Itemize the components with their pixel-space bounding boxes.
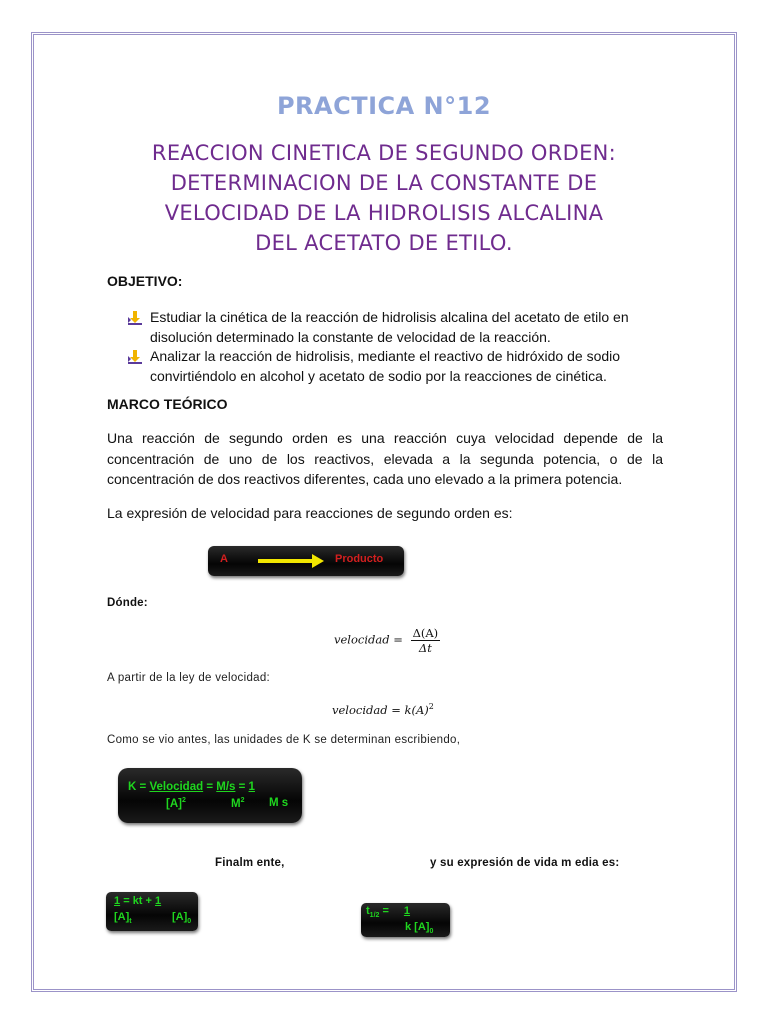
exponent: 2 xyxy=(240,797,245,804)
one-term: 1 xyxy=(155,895,162,907)
concentration-term: [A] xyxy=(114,911,130,923)
subscript: 0 xyxy=(429,928,434,936)
equals-sign: = xyxy=(123,895,130,907)
concentration-term: [A] xyxy=(166,797,182,810)
donde-label: Dónde: xyxy=(107,597,148,609)
ms-term: M/s xyxy=(216,781,236,793)
equals-sign: = xyxy=(382,905,389,917)
ms-denominator: M s xyxy=(269,797,289,809)
equals-sign: = xyxy=(238,781,246,793)
bullet-text: Analizar la reacción de hidrolisis, mediante el reactivo de hidróxido de sodio convirtiéndolo en alcohol y acetato de sodio por la reacciones de cinética. xyxy=(150,348,621,384)
objetivo-list xyxy=(128,308,668,386)
units-text: Como se vio antes, las unidades de K se determinan escribiendo, xyxy=(107,734,461,746)
title-line: DETERMINACION DE LA CONSTANTE DE xyxy=(170,171,598,195)
title-line: REACCION CINETICA DE SEGUNDO ORDEN: xyxy=(151,141,617,165)
marco-paragraph: Una reacción de segundo orden es una reacción cuya velocidad depende de la concentración de uno de los reactivos, elevada a la segunda potencia, o de la concentración de dos reactivos diferentes, cada uno elevado a la primera potencia. xyxy=(107,430,663,487)
bullet-text: Estudiar la cinética de la reacción de hidrolisis alcalina del acetato de etilo en disolución determinado la constante de velocidad de la reacción. xyxy=(150,309,629,345)
objetivo-heading: OBJETIVO: xyxy=(107,273,183,289)
arrow-bullet-icon xyxy=(128,350,142,364)
reactant-label: A xyxy=(220,553,228,565)
fraction-numerator: Δ(A) xyxy=(412,626,439,640)
velocidad-term: Velocidad xyxy=(149,781,204,793)
a0-term xyxy=(172,911,191,925)
arrow-bullet-icon xyxy=(128,311,142,325)
list-item xyxy=(128,347,668,386)
document-title xyxy=(100,138,668,258)
equation-lhs: velocidad = xyxy=(334,632,403,647)
one-term: 1 xyxy=(114,895,121,907)
k-a0-term: k [A] xyxy=(405,921,430,933)
vida-media-label: y su expresión de vida m edia es: xyxy=(430,857,620,869)
marco-heading: MARCO TEÓRICO xyxy=(107,396,228,412)
k-units-top-row xyxy=(128,781,255,793)
m-term: M xyxy=(231,797,241,810)
ley-text: A partir de la ley de velocidad: xyxy=(107,672,271,684)
practice-title: PRACTICA N°12 xyxy=(276,92,492,120)
rate-law-equation xyxy=(332,702,434,717)
half-life-top-row xyxy=(366,905,422,919)
k-units-box xyxy=(118,768,302,823)
exponent: 2 xyxy=(428,702,434,711)
at-term xyxy=(114,911,132,925)
concentration-term: [A] xyxy=(172,911,188,923)
one-term: 1 xyxy=(248,781,255,793)
velocity-equation xyxy=(334,626,440,655)
fraction xyxy=(411,626,441,655)
reaction-box xyxy=(208,546,404,576)
list-item xyxy=(128,308,668,347)
integrated-top-row xyxy=(114,895,161,907)
subscript: 0 xyxy=(187,918,192,926)
half-life-denominator xyxy=(405,921,433,935)
equation-lhs: velocidad = k(A) xyxy=(332,702,429,717)
t-symbol: t xyxy=(366,905,370,917)
reaction-arrow-icon xyxy=(258,554,324,568)
subscript: t xyxy=(129,918,132,926)
k-symbol: K xyxy=(128,781,137,793)
equals-sign: = xyxy=(139,781,147,793)
k-units-denominator xyxy=(166,797,186,810)
one-term: 1 xyxy=(403,905,411,917)
integrated-law-box xyxy=(106,892,198,931)
equals-sign: = xyxy=(206,781,214,793)
expression-intro: La expresión de velocidad para reacciones de segundo orden es: xyxy=(107,505,513,521)
fraction-denominator: Δt xyxy=(418,641,432,655)
subscript: 1/2 xyxy=(369,912,380,920)
title-line: DEL ACETATO DE ETILO. xyxy=(255,231,513,255)
product-label: Producto xyxy=(335,553,384,565)
finalmente-label: Finalm ente, xyxy=(215,857,285,869)
kt-term: kt + xyxy=(132,895,152,907)
half-life-box xyxy=(361,903,450,937)
m-squared-term xyxy=(231,797,245,810)
exponent: 2 xyxy=(181,797,186,804)
title-line: VELOCIDAD DE LA HIDROLISIS ALCALINA xyxy=(164,201,604,225)
